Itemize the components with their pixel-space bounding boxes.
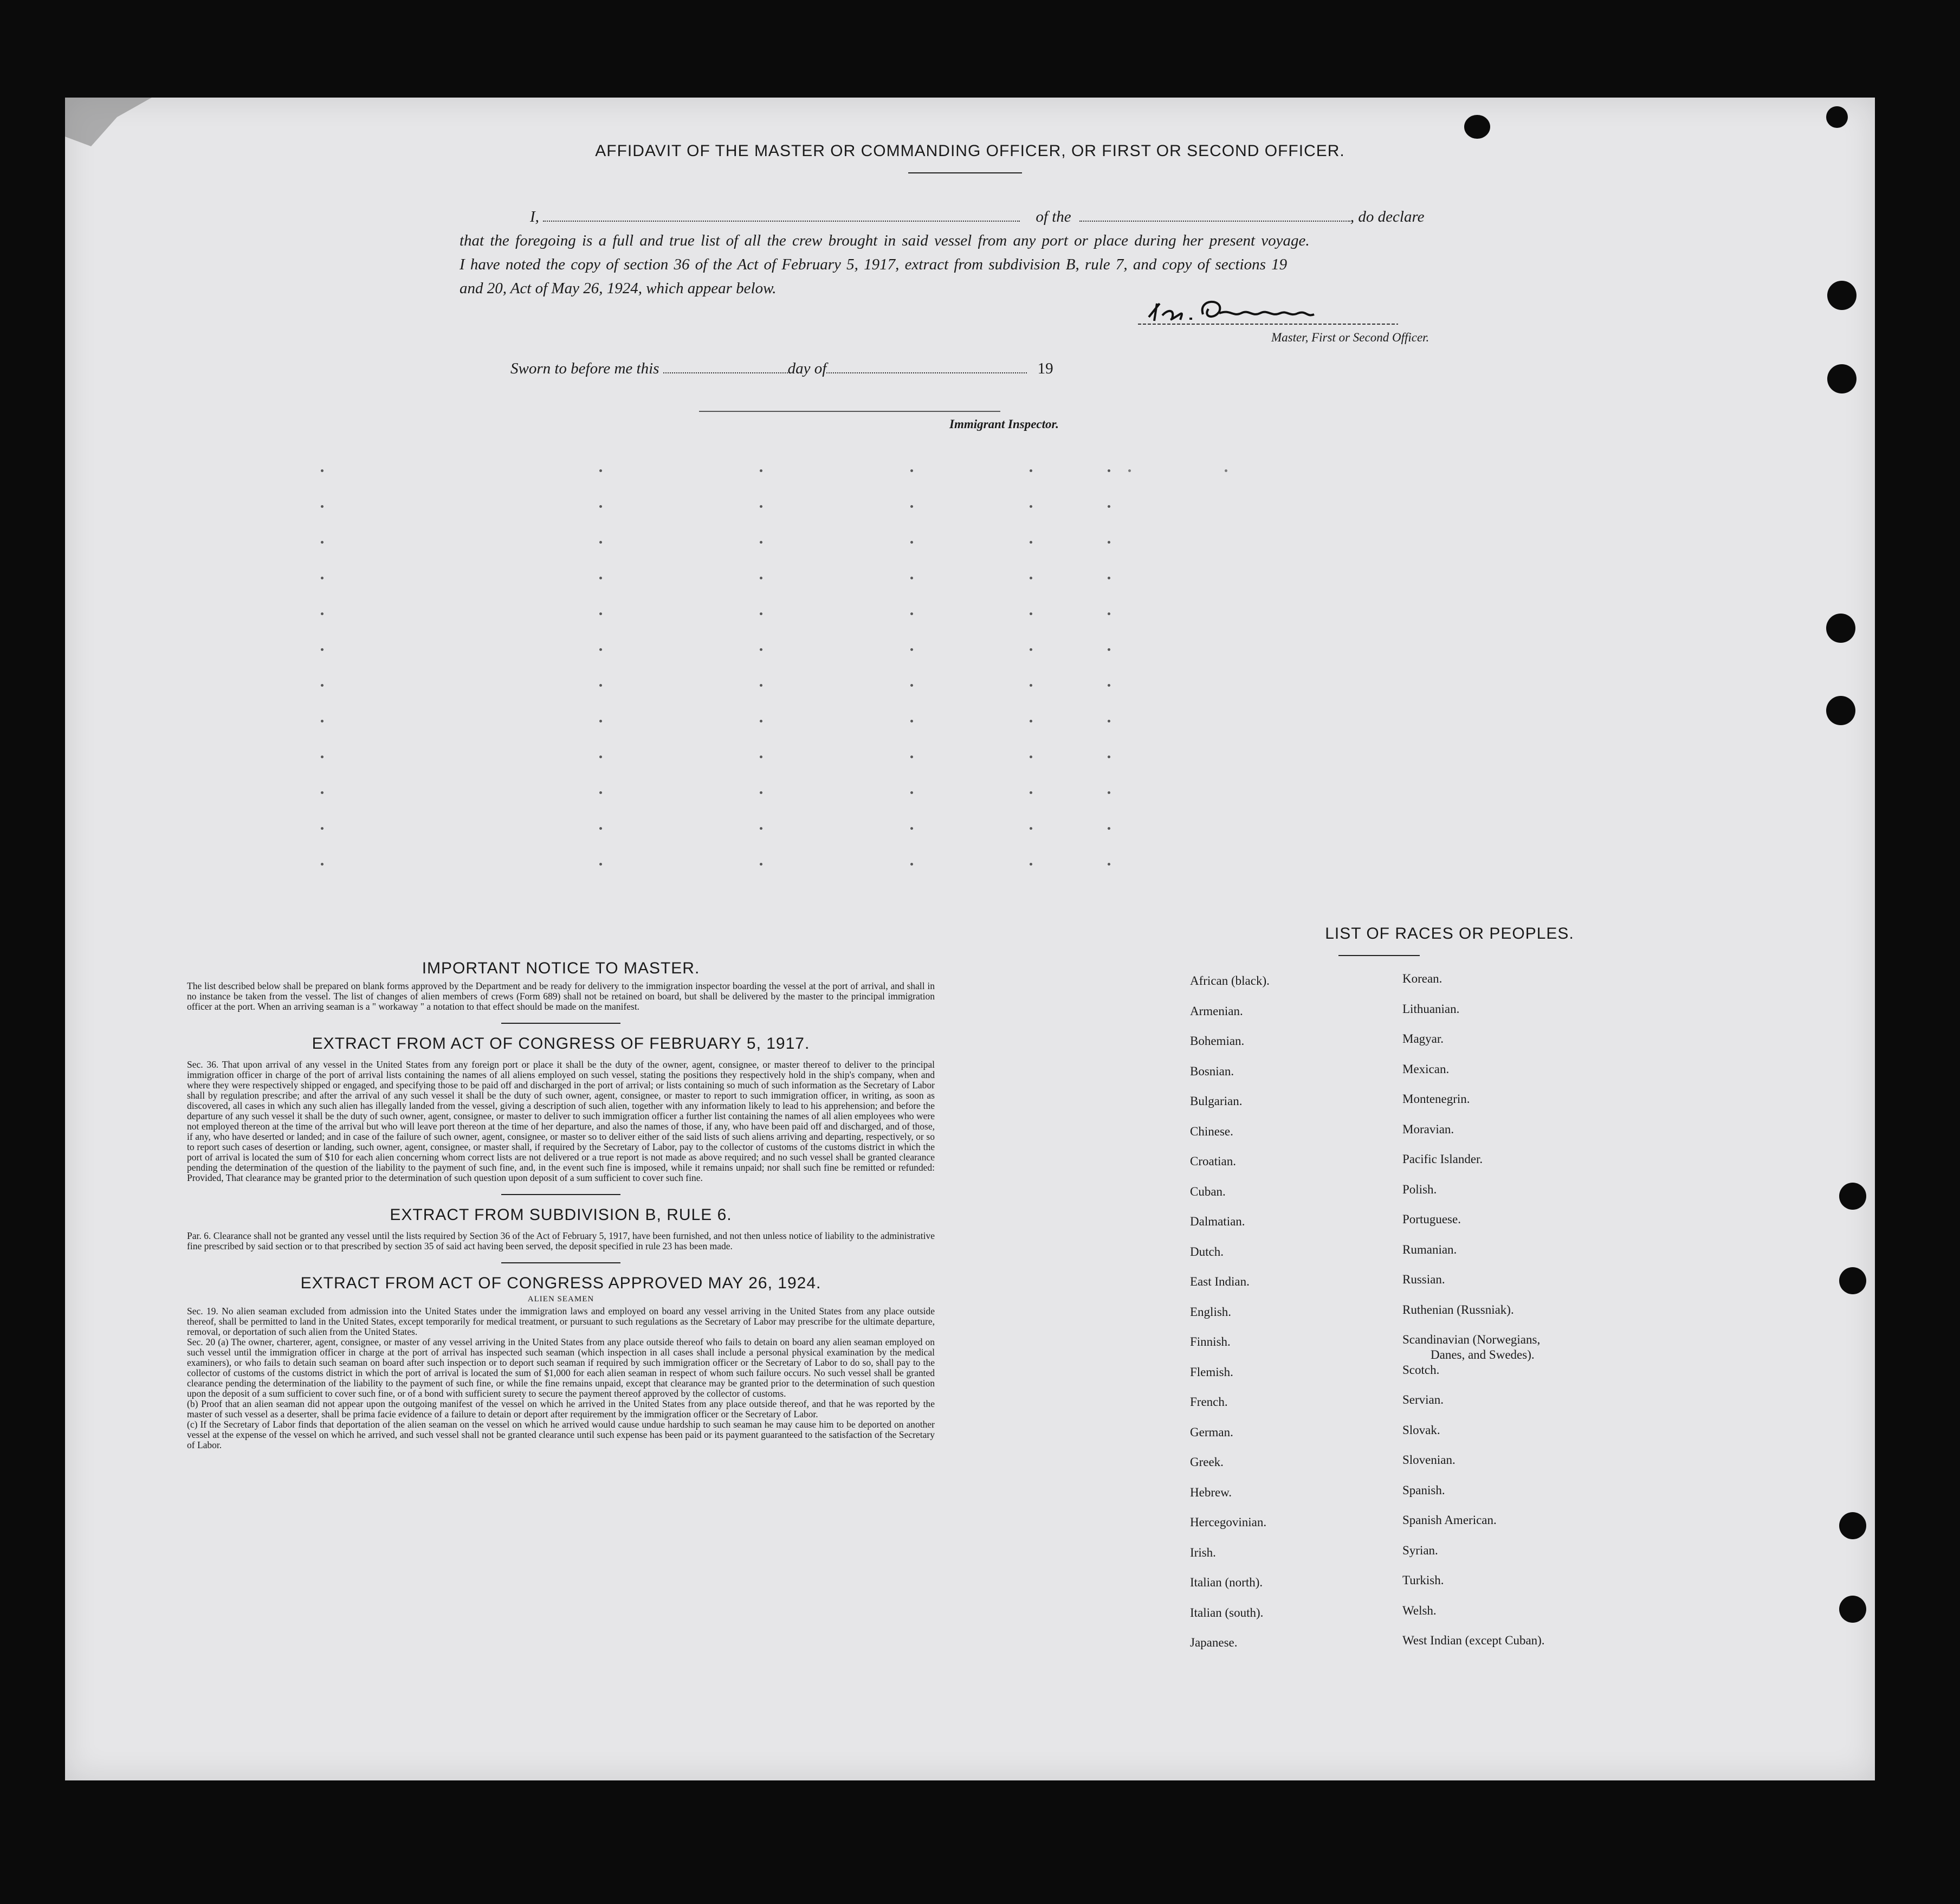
races-title: LIST OF RACES OR PEOPLES.: [1325, 925, 1574, 943]
race-item: Danes, and Swedes).: [1431, 1348, 1535, 1361]
race-item: Turkish.: [1402, 1573, 1444, 1587]
grid-dot: [760, 469, 762, 472]
race-item: Montenegrin.: [1402, 1092, 1470, 1106]
affidavit-line-4: and 20, Act of May 26, 1924, which appear below.: [460, 280, 777, 297]
race-item: Dalmatian.: [1190, 1215, 1245, 1228]
section-divider: [501, 1023, 620, 1024]
grid-dot: [1030, 469, 1032, 472]
extract-rule6-title: EXTRACT FROM SUBDIVISION B, RULE 6.: [390, 1206, 732, 1224]
grid-dot: [599, 791, 602, 794]
race-item: Hercegovinian.: [1190, 1515, 1267, 1529]
grid-dot: [599, 541, 602, 544]
inspector-signature-line: [699, 411, 1000, 412]
punch-hole: [1839, 1596, 1866, 1623]
grid-dot: [1108, 684, 1110, 687]
extract-1917-body: Sec. 36. That upon arrival of any vessel in the United States from any foreign port or place it shall be the duty of the owner, agent, consignee, or master thereof to deliver to the principal immigration officer in charge of the port of arrival lists containing the names of all aliens employed on such vessel, stating the positions they respectively hold in the ship's company, when and where they were respectively shipped or engaged, and specifying those to be paid off and discharged in the port of arrival; or lists containing so much of such information as the Secretary of Labor shall by regulation prescribe; and after the arrival of any such vessel it shall be the duty of such owner, agent, consignee, or master to report to such immigration officer, in writing, as soon as discovered, all cases in which any such alien has illegally landed from the vessel, giving a description of such alien, together with any information likely to lead to his apprehension; and before the departure of any such vessel it shall be the duty of such owner, agent, consignee, or master to deliver to such immigration officer a further list containing the names of all alien employees who were not employed thereon at the time of the arrival but who will leave port thereon at the time of her departure, and also the names of those, if any, who have been paid off and discharged, and of those, if any, who have deserted or landed; and in case of the failure of such owner, agent, consignee, or master so to deliver either of the said lists of such aliens arriving and departing, respectively, or so to report such cases of desertion or landing, such owner, agent, consignee, or master shall, if required by the Secretary of Labor, pay to the collector of customs of the customs district in which the port of arrival is located the sum of $10 for each alien concerning whom correct lists are not delivered or a true report is not made as above required; and no such vessel shall be granted clearance pending the determination of the question of the liability to the payment of such fine, and, in the event such fine is imposed, while it remains unpaid; nor shall such fine be remitted or refunded: Provided, That clearance may be granted prior to the determination of such question upon deposit of a sum sufficient to cover such fine.: [187, 1059, 935, 1183]
grid-dot: [321, 469, 324, 472]
race-item: Moravian.: [1402, 1122, 1454, 1136]
race-item: Scotch.: [1402, 1363, 1440, 1377]
grid-dot: [760, 791, 762, 794]
punch-hole: [1826, 696, 1855, 725]
grid-dot: [910, 756, 913, 758]
year-label: 19: [1037, 360, 1053, 377]
grid-dot: [910, 612, 913, 615]
race-item: Polish.: [1402, 1182, 1437, 1196]
race-item: Bulgarian.: [1190, 1094, 1243, 1108]
race-item: West Indian (except Cuban).: [1402, 1634, 1545, 1647]
grid-dot: [1108, 577, 1110, 579]
grid-dot: [1030, 756, 1032, 758]
sec20a-body: Sec. 20 (a) The owner, charterer, agent, consignee, or master of any vessel arriving in the United States from any place outside thereof who fails to detain on board any alien seaman employed on such vessel until the immigration officer in charge at the port of arrival has inspected such seaman (which inspection in all cases shall include a personal physical examination by the medical examiners), or who fails to detain such seaman on board after such inspection or to deport such seaman if required by such immigration officer or the Secretary of Labor to do so, shall pay to the collector of customs of the customs district in which the port of arrival is located the sum of $1,000 for each alien seaman in respect of whom such failure occurs. No such vessel shall be granted clearance pending the determination of the liability to the payment of such fine, or while the fine remains unpaid, except that clearance may be granted prior to the determination of such question upon the deposit of a sum sufficient to cover such fine, or of a bond with sufficient surety to secure the payment thereof approved by the collector of customs.: [187, 1337, 935, 1399]
race-item: Slovak.: [1402, 1423, 1440, 1437]
race-item: Mexican.: [1402, 1062, 1450, 1076]
grid-dot: [1108, 648, 1110, 651]
race-item: German.: [1190, 1425, 1233, 1439]
grid-dot: [1030, 648, 1032, 651]
grid-dot: [1030, 684, 1032, 687]
race-item: Spanish American.: [1402, 1513, 1497, 1527]
grid-dot: [1030, 541, 1032, 544]
extract-1917-title: EXTRACT FROM ACT OF CONGRESS OF FEBRUARY 5, 1917.: [312, 1035, 810, 1053]
race-item: Japanese.: [1190, 1636, 1238, 1649]
grid-dot: [1225, 469, 1227, 472]
grid-dot: [599, 612, 602, 615]
inspector-caption: Immigrant Inspector.: [949, 417, 1059, 431]
grid-dot: [599, 577, 602, 579]
grid-dot: [321, 541, 324, 544]
title-rule: [908, 172, 1022, 173]
vessel-field[interactable]: [1079, 221, 1350, 222]
grid-dot: [910, 684, 913, 687]
punch-hole: [1464, 115, 1490, 139]
sec19-body: Sec. 19. No alien seaman excluded from admission into the United States under the immigration laws and employed on board any vessel arriving in the United States from any place outside thereof, shall be permitted to land in the United States, except temporarily for medical treatment, or pursuant to such regulations as the Secretary of Labor may prescribe for the ultimate departure, removal, or deportation of such alien from the United States.: [187, 1306, 935, 1337]
grid-dot: [910, 505, 913, 508]
race-item: Lithuanian.: [1402, 1002, 1460, 1016]
race-item: Bohemian.: [1190, 1034, 1245, 1048]
race-item: Syrian.: [1402, 1543, 1438, 1557]
grid-dot: [321, 791, 324, 794]
affidavit-line-3: I have noted the copy of section 36 of the Act of February 5, 1917, extract from subdivision B, rule 7, and copy of sections 19: [460, 256, 1288, 273]
grid-dot: [1128, 469, 1131, 472]
grid-dot: [910, 863, 913, 866]
race-item: Hebrew.: [1190, 1485, 1232, 1499]
punch-hole: [1826, 614, 1855, 643]
section-divider: [501, 1194, 620, 1195]
grid-dot: [321, 612, 324, 615]
grid-dot: [760, 577, 762, 579]
grid-dot: [760, 684, 762, 687]
grid-dot: [1030, 863, 1032, 866]
grid-dot: [599, 863, 602, 866]
grid-dot: [321, 648, 324, 651]
affidavit-title: AFFIDAVIT OF THE MASTER OR COMMANDING OFFICER, OR FIRST OR SECOND OFFICER.: [595, 142, 1345, 160]
affidavit-line-2: that the foregoing is a full and true list of all the crew brought in said vessel from any port or place during her present voyage.: [460, 232, 1310, 249]
grid-dot: [910, 577, 913, 579]
grid-dot: [321, 827, 324, 830]
race-item: Ruthenian (Russniak).: [1402, 1302, 1514, 1316]
grid-dot: [910, 720, 913, 722]
race-item: Finnish.: [1190, 1335, 1231, 1348]
sworn-label: Sworn to before me this: [510, 360, 659, 377]
race-item: English.: [1190, 1305, 1232, 1319]
punch-hole: [1839, 1267, 1866, 1294]
affidavit-line-1: [530, 208, 1425, 226]
race-item: Portuguese.: [1402, 1212, 1461, 1226]
race-item: Italian (south).: [1190, 1605, 1264, 1619]
race-item: Russian.: [1402, 1273, 1445, 1286]
punch-hole: [1839, 1183, 1866, 1210]
i-label: I,: [530, 208, 539, 225]
grid-dot: [321, 863, 324, 866]
grid-dot: [1108, 863, 1110, 866]
race-item: French.: [1190, 1395, 1228, 1409]
grid-dot: [760, 720, 762, 722]
grid-dot: [599, 684, 602, 687]
grid-dot: [760, 863, 762, 866]
grid-dot: [599, 720, 602, 722]
race-item: Dutch.: [1190, 1244, 1224, 1258]
grid-dot: [1030, 612, 1032, 615]
grid-dot: [1108, 612, 1110, 615]
race-item: Flemish.: [1190, 1365, 1233, 1379]
race-item: Irish.: [1190, 1545, 1216, 1559]
master-signature: [1138, 293, 1398, 331]
day-of-label: day of: [787, 360, 827, 377]
race-item: Rumanian.: [1402, 1242, 1457, 1256]
race-item: Scandinavian (Norwegians,: [1402, 1333, 1541, 1346]
race-item: Chinese.: [1190, 1124, 1233, 1138]
grid-dot: [599, 505, 602, 508]
grid-dot: [1030, 505, 1032, 508]
grid-dot: [760, 541, 762, 544]
signature-caption: Master, First or Second Officer.: [1271, 331, 1429, 344]
race-item: Armenian.: [1190, 1004, 1243, 1018]
race-item: Cuban.: [1190, 1184, 1226, 1198]
races-title-rule: [1338, 955, 1420, 956]
grid-dot: [1030, 791, 1032, 794]
grid-dot: [599, 827, 602, 830]
sworn-day-field[interactable]: [663, 372, 788, 373]
grid-dot: [910, 541, 913, 544]
sworn-line: [510, 360, 1053, 378]
grid-dot: [1108, 720, 1110, 722]
grid-dot: [760, 612, 762, 615]
race-item: Servian.: [1402, 1393, 1444, 1406]
grid-dot: [760, 505, 762, 508]
race-item: Welsh.: [1402, 1603, 1437, 1617]
grid-dot: [321, 756, 324, 758]
grid-dot: [1108, 541, 1110, 544]
race-item: East Indian.: [1190, 1275, 1250, 1288]
punch-hole: [1839, 1512, 1866, 1539]
alien-seamen-subtitle: ALIEN SEAMEN: [527, 1295, 594, 1303]
grid-dot: [1108, 505, 1110, 508]
race-item: Korean.: [1402, 972, 1442, 985]
punch-hole: [1827, 364, 1856, 393]
race-item: Greek.: [1190, 1455, 1224, 1469]
extract-rule6-body: Par. 6. Clearance shall not be granted any vessel until the lists required by Section 36 of the Act of February 5, 1917, have been furnished, and not then unless notice of liability to the administrative fine prescribed by said section or to that prescribed by section 35 of said act having been served, the deposit specified in rule 23 has been made.: [187, 1230, 935, 1251]
race-item: Spanish.: [1402, 1483, 1445, 1497]
grid-dot: [910, 827, 913, 830]
section-divider: [501, 1262, 620, 1263]
race-item: Slovenian.: [1402, 1453, 1456, 1467]
grid-dot: [321, 684, 324, 687]
grid-dot: [760, 756, 762, 758]
grid-dot: [760, 827, 762, 830]
grid-dot: [1030, 720, 1032, 722]
race-item: Magyar.: [1402, 1032, 1444, 1045]
race-item: Croatian.: [1190, 1154, 1236, 1168]
race-item: Italian (north).: [1190, 1576, 1263, 1589]
declare-label: , do declare: [1350, 208, 1425, 225]
race-item: Pacific Islander.: [1402, 1152, 1483, 1166]
race-item: African (black).: [1190, 974, 1270, 988]
name-field[interactable]: [543, 221, 1020, 222]
grid-dot: [910, 791, 913, 794]
punch-hole: [1826, 106, 1848, 128]
grid-dot: [1108, 756, 1110, 758]
grid-dot: [910, 469, 913, 472]
of-the-label: of the: [1036, 208, 1071, 225]
race-item: Bosnian.: [1190, 1064, 1234, 1078]
grid-dot: [599, 756, 602, 758]
grid-dot: [760, 648, 762, 651]
grid-dot: [910, 648, 913, 651]
grid-dot: [599, 648, 602, 651]
grid-dot: [599, 469, 602, 472]
sworn-month-field[interactable]: [826, 372, 1027, 373]
sec20c-body: (c) If the Secretary of Labor finds that deportation of the alien seaman on the vessel on which he arrived would cause undue hardship to such seaman he may cause him to be deported on another vessel at the expense of the vessel on which he arrived, and such vessel shall not be granted clearance until such expense has been paid or its payment guaranteed to the satisfaction of the Secretary of Labor.: [187, 1419, 935, 1450]
grid-dot: [1108, 791, 1110, 794]
sec20b-body: (b) Proof that an alien seaman did not appear upon the outgoing manifest of the vessel on which he arrived in the United States from any place outside thereof, and that he was reported by the master of such vessel as a deserter, shall be prima facie evidence of a failure to detain or deport after requirement by the immigration officer or the Secretary of Labor.: [187, 1398, 935, 1419]
grid-dot: [321, 505, 324, 508]
grid-dot: [1030, 827, 1032, 830]
notice-title: IMPORTANT NOTICE TO MASTER.: [422, 959, 700, 977]
grid-dot: [1108, 827, 1110, 830]
grid-dot: [321, 720, 324, 722]
notice-body: The list described below shall be prepared on blank forms approved by the Department and be ready for delivery to the immigration inspector boarding the vessel at the port of arrival, and shall in no instance be taken from the vessel. The list of changes of alien members of crews (Form 689) shall not be retained on board, but shall be delivered by the master to the principal immigration officer at the port. When an arriving seaman is a " workaway " a notation to that effect should be made on the manifest.: [187, 980, 935, 1012]
punch-hole: [1827, 281, 1856, 310]
grid-dot: [1108, 469, 1110, 472]
extract-1924-title: EXTRACT FROM ACT OF CONGRESS APPROVED MAY 26, 1924.: [300, 1274, 821, 1292]
notice-section: [187, 959, 935, 1450]
grid-dot: [321, 577, 324, 579]
grid-dot: [1030, 577, 1032, 579]
